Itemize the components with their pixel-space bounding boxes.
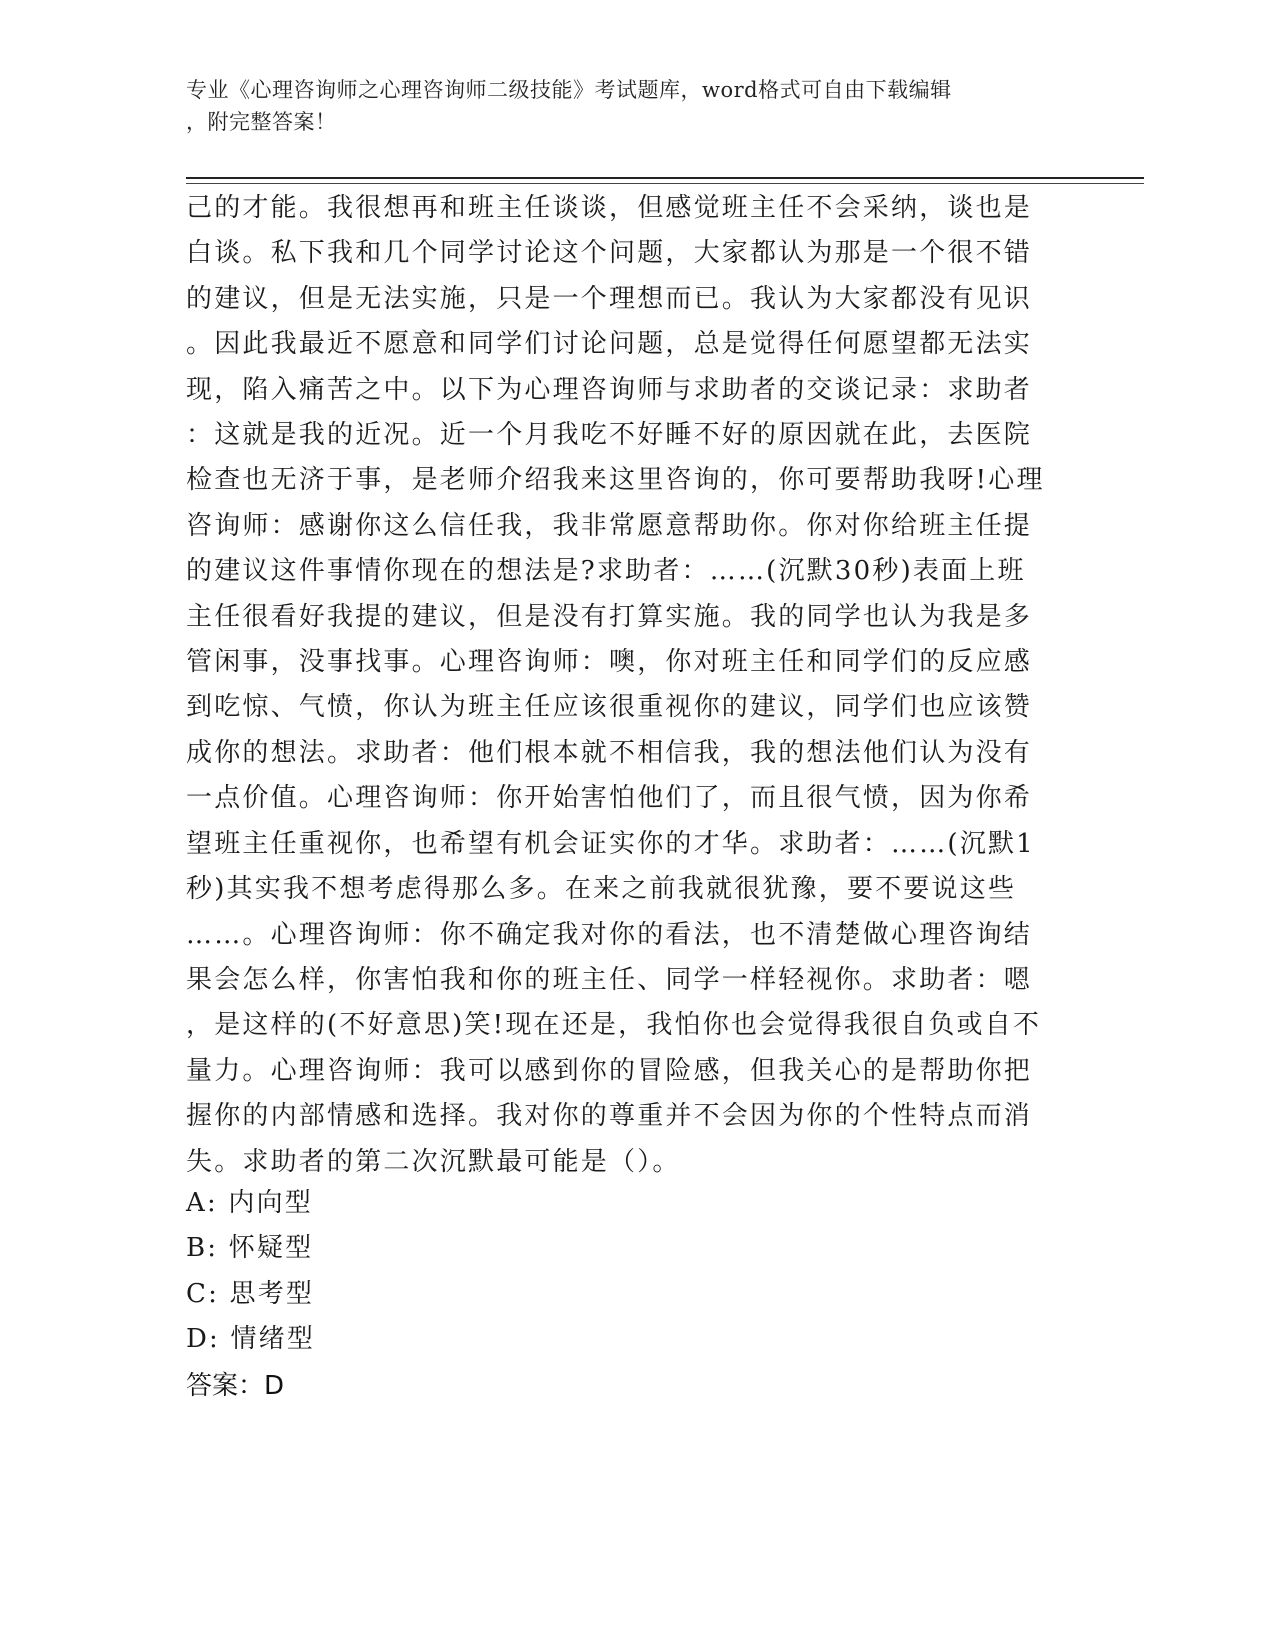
answer-options — [186, 1181, 315, 1363]
question-line: 果会怎么样，你害怕我和你的班主任、同学一样轻视你。求助者：嗯 — [186, 964, 1033, 995]
question-line: 秒)其实我不想考虑得那么多。在来之前我就很犹豫，要不要说这些 — [186, 874, 1017, 905]
option-d: D: 情绪型 — [186, 1324, 316, 1355]
question-line: 一点价值。心理咨询师：你开始害怕他们了，而且很气愤，因为你希 — [186, 783, 1033, 814]
question-line: ……。心理咨询师：你不确定我对你的看法，也不清楚做心理咨询结 — [186, 919, 1033, 950]
question-line: 握你的内部情感和选择。我对你的尊重并不会因为你的个性特点而消 — [186, 1101, 1033, 1132]
question-line: 管闲事，没事找事。心理咨询师：噢，你对班主任和同学们的反应感 — [186, 647, 1033, 678]
header-title-line-1: 专业《心理咨询师之心理咨询师二级技能》考试题库，word格式可自由下载编辑 — [186, 78, 952, 102]
answer-key: 答案：D — [186, 1371, 285, 1401]
question-line: 望班主任重视你，也希望有机会证实你的才华。求助者：……(沉默1 — [186, 828, 1035, 859]
question-line: 的建议，但是无法实施，只是一个理想而已。我认为大家都没有见识 — [186, 283, 1033, 314]
question-line: 量力。心理咨询师：我可以感到你的冒险感，但我关心的是帮助你把 — [186, 1055, 1033, 1086]
question-line: ，是这样的(不好意思)笑!现在还是，我怕你也会觉得我很自负或自不 — [186, 1010, 1042, 1041]
page-header — [186, 74, 1086, 138]
question-line: 检查也无济于事，是老师介绍我来这里咨询的，你可要帮助我呀!心理 — [186, 465, 1045, 496]
option-a: A: 内向型 — [186, 1188, 314, 1218]
question-line: 白谈。私下我和几个同学讨论这个问题，大家都认为那是一个很不错 — [186, 238, 1033, 269]
question-line: 主任很看好我提的建议，但是没有打算实施。我的同学也认为我是多 — [186, 601, 1033, 632]
question-line: 。因此我最近不愿意和同学们讨论问题，总是觉得任何愿望都无法实 — [186, 329, 1033, 360]
question-line: 现，陷入痛苦之中。以下为心理咨询师与求助者的交谈记录：求助者 — [186, 374, 1033, 405]
question-line: 到吃惊、气愤，你认为班主任应该很重视你的建议，同学们也应该赞 — [186, 692, 1033, 723]
header-divider-thin — [186, 183, 1144, 184]
question-line: ：这就是我的近况。近一个月我吃不好睡不好的原因就在此，去医院 — [186, 420, 1033, 451]
question-line: 失。求助者的第二次沉默最可能是（）。 — [186, 1146, 681, 1177]
question-line: 咨询师：感谢你这么信任我，我非常愿意帮助你。你对你给班主任提 — [186, 510, 1033, 541]
question-line: 成你的想法。求助者：他们根本就不相信我，我的想法他们认为没有 — [186, 737, 1033, 768]
question-line: 的建议这件事情你现在的想法是?求助者：……(沉默30秒)表面上班 — [186, 556, 1026, 587]
header-divider-thick — [186, 177, 1144, 179]
question-line: 己的才能。我很想再和班主任谈谈，但感觉班主任不会采纳，谈也是 — [186, 193, 1033, 223]
question-text — [186, 186, 1066, 1185]
option-c: C: 思考型 — [186, 1278, 315, 1309]
header-title-line-2: ，附完整答案！ — [186, 110, 337, 134]
option-b: B: 怀疑型 — [186, 1233, 314, 1264]
